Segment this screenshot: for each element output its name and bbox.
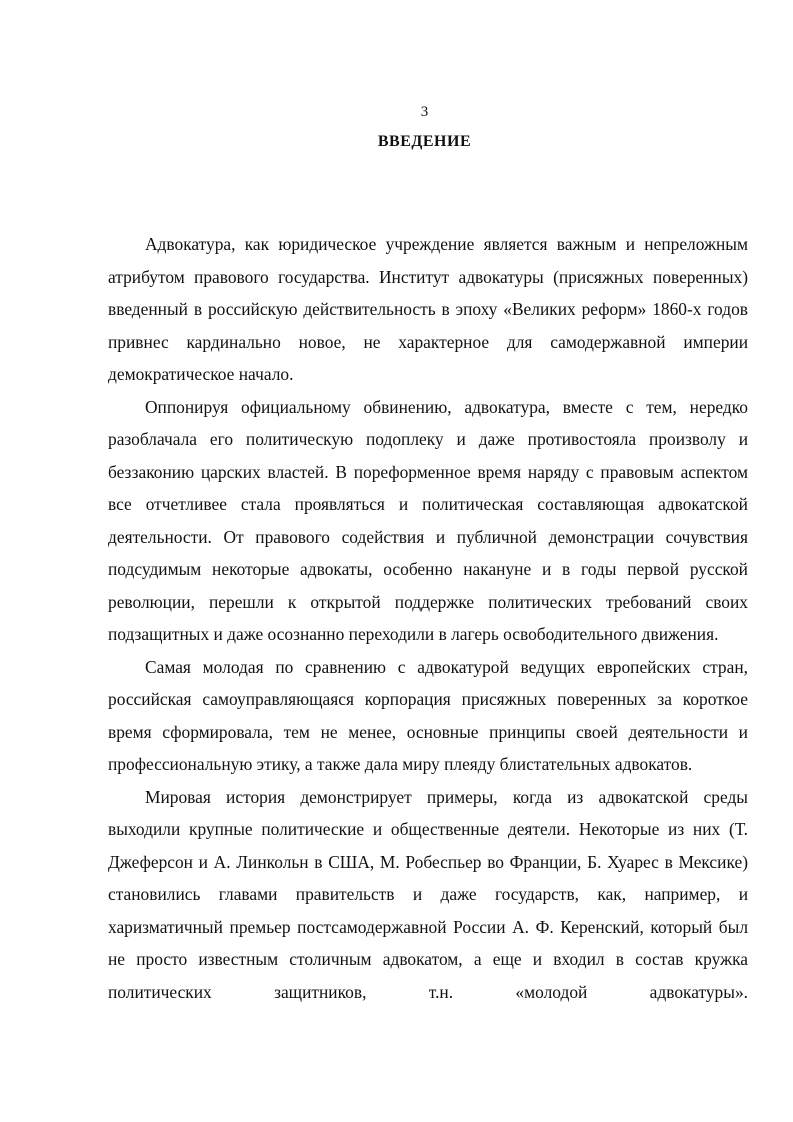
paragraph: Адвокатура, как юридическое учреждение является важным и непреложным атрибутом правового государства. Институт адвокатуры (присяжных поверенных) введенный в российскую действительность в эпоху «Великих реформ» 1860-х годов привнес кардинально новое, не характерное для самодержавной империи демократическое начало. bbox=[108, 234, 748, 384]
page-number: 3 bbox=[420, 104, 429, 120]
body-text bbox=[108, 228, 748, 1008]
paragraph: Самая молодая по сравнению с адвокатурой ведущих европейских стран, российская самоуправляющаяся корпорация присяжных поверенных за короткое время сформировала, тем не менее, основные принципы своей деятельности и профессиональную этику, а также дала миру плеяду блистательных адвокатов. bbox=[108, 656, 748, 774]
paragraph: Мировая история демонстрирует примеры, когда из адвокатской среды выходили крупные политические и общественные деятели. Некоторые из них (Т. Джеферсон и А. Линкольн в США, М. Робеспьер во Франции, Б. Хуарес в Мексике) становились главами правительств и даже государств, как, например, и харизматичный премьер постсамодержавной России А. Ф. Керенский, который был не просто известным столичным адвокатом, а еще и входил в состав кружка политических защитников, т.н. «молодой адвокатуры». bbox=[108, 786, 748, 1002]
section-heading: ВВЕДЕНИЕ bbox=[377, 133, 472, 150]
paragraph: Оппонируя официальному обвинению, адвокатура, вместе с тем, нередко разоблачала его политическую подоплеку и даже противостояла произволу и беззаконию царских властей. В пореформенное время наряду с правовым аспектом все отчетливее стала проявляться и политическая составляющая адвокатской деятельности. От правового содействия и публичной демонстрации сочувствия подсудимым некоторые адвокаты, особенно накануне и в годы первой русской революции, перешли к открытой поддержке политических требований своих подзащитных и даже осознанно переходили в лагерь освободительного движения. bbox=[108, 396, 748, 644]
